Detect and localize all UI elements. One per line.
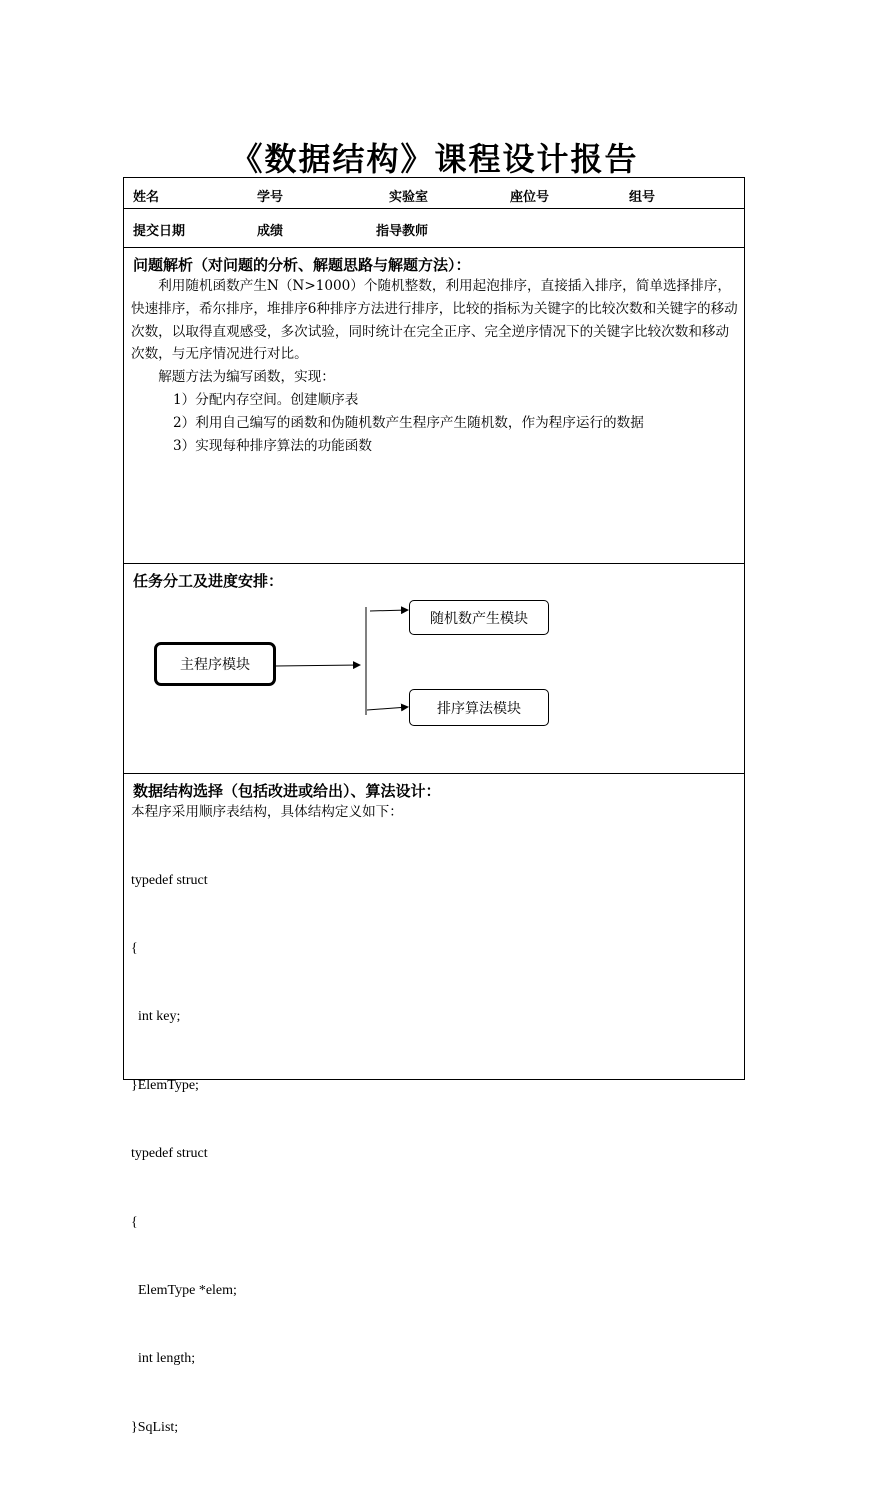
method-intro: 解题方法为编写函数，实现： — [158, 369, 335, 386]
analysis-title: 问题解析（对问题的分析、解题思路与解题方法）： — [133, 256, 471, 274]
code-line: ElemType *elem; — [131, 1282, 237, 1298]
analysis-section — [124, 248, 744, 564]
code-line: int length; — [131, 1351, 196, 1367]
step-3: 3）实现每种排序算法的功能函数 — [173, 437, 372, 454]
task-section — [124, 564, 744, 774]
sort-module-box: 排序算法模块 — [409, 689, 549, 726]
report-title: 《数据结构》课程设计报告 — [230, 140, 639, 178]
report-table — [123, 177, 745, 1435]
analysis-paragraph: 利用随机函数产生N（N>1000）个随机整数，利用起泡排序，直接插入排序，简单选择排序，快速排序，希尔排序，堆排序6种排序方法进行排序，比较的指标为关键字的比较次数和关键字的移动次数，以取得直观感受，多次试验，同时统计在完全正序、完全逆序情况下的关键字比较次数和移动次数，与无序情况进行对比。 — [131, 278, 738, 363]
name-label: 姓名 — [133, 190, 160, 205]
design-body — [124, 801, 744, 1435]
code-line: typedef struct — [131, 1146, 208, 1162]
design-section — [124, 774, 744, 1435]
code-line: { — [131, 1214, 138, 1230]
lab-label: 实验室 — [389, 190, 429, 205]
main-module-box: 主程序模块 — [154, 642, 276, 686]
group-label: 组号 — [629, 190, 656, 205]
submit-date-label: 提交日期 — [133, 224, 186, 239]
student-id-label: 学号 — [257, 190, 284, 205]
code-line: typedef struct — [131, 872, 208, 888]
step-1: 1）分配内存空间。创建顺序表 — [173, 391, 359, 408]
code-line: }ElemType; — [131, 1077, 199, 1093]
step-2: 2）利用自己编写的函数和伪随机数产生程序产生随机数，作为程序运行的数据 — [173, 414, 644, 431]
bus-to-random-arrow — [370, 610, 408, 611]
code-line: int key; — [131, 1009, 181, 1025]
score-label: 成绩 — [257, 224, 284, 239]
bus-to-sort-arrow — [367, 707, 408, 710]
code-line: { — [131, 940, 138, 956]
design-intro: 本程序采用顺序表结构，具体结构定义如下： — [131, 804, 403, 820]
teacher-label: 指导教师 — [376, 224, 429, 239]
task-title: 任务分工及进度安排： — [133, 572, 284, 590]
design-title: 数据结构选择（包括改进或给出）、算法设计： — [133, 782, 441, 800]
analysis-body — [131, 275, 739, 457]
header-row-1 — [124, 178, 744, 209]
seat-label: 座位号 — [510, 190, 550, 205]
code-line: }SqList; — [131, 1419, 179, 1435]
struct-code — [131, 824, 237, 1485]
random-module-box: 随机数产生模块 — [409, 600, 549, 635]
header-row-2 — [124, 209, 744, 248]
main-to-bus-arrow — [275, 665, 360, 666]
